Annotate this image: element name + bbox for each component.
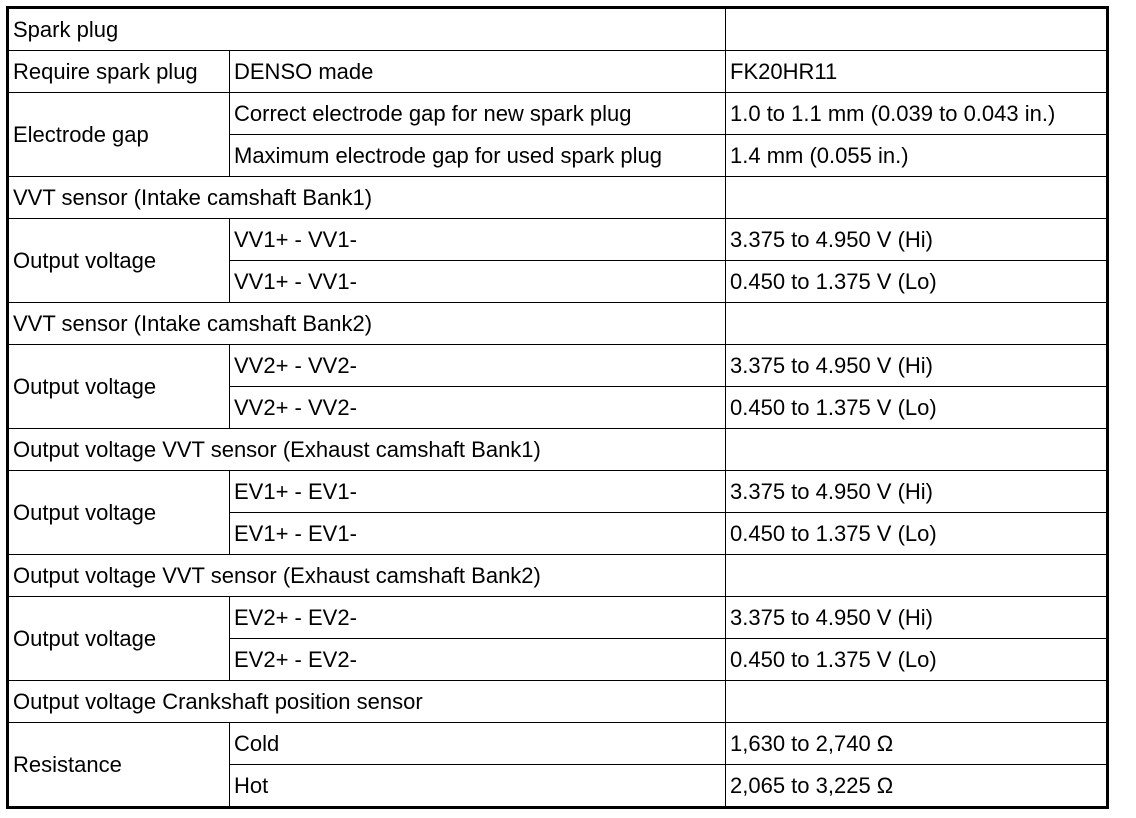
spec-sub-label: EV2+ - EV2-: [230, 597, 726, 639]
section-label: Output voltage VVT sensor (Exhaust camshaft Bank1): [8, 429, 726, 471]
section-row: [8, 681, 1108, 723]
section-row: [8, 303, 1108, 345]
spec-sub-label: Cold: [230, 723, 726, 765]
spec-value: 2,065 to 3,225 Ω: [726, 765, 1108, 808]
spec-label: Require spark plug: [8, 51, 230, 93]
spec-value: 3.375 to 4.950 V (Hi): [726, 597, 1108, 639]
section-row: [8, 177, 1108, 219]
spec-sub-label: EV2+ - EV2-: [230, 639, 726, 681]
section-label: Spark plug: [8, 8, 726, 51]
spec-row: [8, 723, 1108, 765]
spec-value: 1.0 to 1.1 mm (0.039 to 0.043 in.): [726, 93, 1108, 135]
spec-row: [8, 93, 1108, 135]
spec-row: [8, 51, 1108, 93]
spec-sub-label: DENSO made: [230, 51, 726, 93]
spec-sub-label: Hot: [230, 765, 726, 808]
section-row: [8, 555, 1108, 597]
spec-value: FK20HR11: [726, 51, 1108, 93]
spec-row: [8, 345, 1108, 387]
spec-value: 0.450 to 1.375 V (Lo): [726, 513, 1108, 555]
group-label: Resistance: [8, 723, 230, 808]
section-label: Output voltage VVT sensor (Exhaust camshaft Bank2): [8, 555, 726, 597]
section-label: VVT sensor (Intake camshaft Bank1): [8, 177, 726, 219]
section-value-cell: [726, 8, 1108, 51]
spec-value: 1.4 mm (0.055 in.): [726, 135, 1108, 177]
spec-sub-label: EV1+ - EV1-: [230, 471, 726, 513]
spec-value: 1,630 to 2,740 Ω: [726, 723, 1108, 765]
spec-sub-label: VV1+ - VV1-: [230, 261, 726, 303]
spec-row: [8, 219, 1108, 261]
spec-table-body: [8, 8, 1108, 808]
section-value-cell: [726, 429, 1108, 471]
spec-value: 0.450 to 1.375 V (Lo): [726, 639, 1108, 681]
spec-row: [8, 471, 1108, 513]
spec-value: 0.450 to 1.375 V (Lo): [726, 387, 1108, 429]
group-label: Output voltage: [8, 597, 230, 681]
group-label: Output voltage: [8, 219, 230, 303]
spec-value: 3.375 to 4.950 V (Hi): [726, 471, 1108, 513]
spec-sub-label: Correct electrode gap for new spark plug: [230, 93, 726, 135]
group-label: Output voltage: [8, 471, 230, 555]
section-label: Output voltage Crankshaft position sensor: [8, 681, 726, 723]
spec-value: 3.375 to 4.950 V (Hi): [726, 219, 1108, 261]
section-row: [8, 8, 1108, 51]
section-label: VVT sensor (Intake camshaft Bank2): [8, 303, 726, 345]
spec-table: [6, 6, 1109, 809]
spec-value: 3.375 to 4.950 V (Hi): [726, 345, 1108, 387]
spec-row: [8, 597, 1108, 639]
spec-sub-label: VV2+ - VV2-: [230, 387, 726, 429]
section-value-cell: [726, 681, 1108, 723]
section-value-cell: [726, 177, 1108, 219]
spec-sub-label: Maximum electrode gap for used spark plug: [230, 135, 726, 177]
group-label: Electrode gap: [8, 93, 230, 177]
spec-sub-label: VV1+ - VV1-: [230, 219, 726, 261]
spec-value: 0.450 to 1.375 V (Lo): [726, 261, 1108, 303]
section-value-cell: [726, 303, 1108, 345]
spec-sub-label: VV2+ - VV2-: [230, 345, 726, 387]
group-label: Output voltage: [8, 345, 230, 429]
section-row: [8, 429, 1108, 471]
section-value-cell: [726, 555, 1108, 597]
spec-sub-label: EV1+ - EV1-: [230, 513, 726, 555]
